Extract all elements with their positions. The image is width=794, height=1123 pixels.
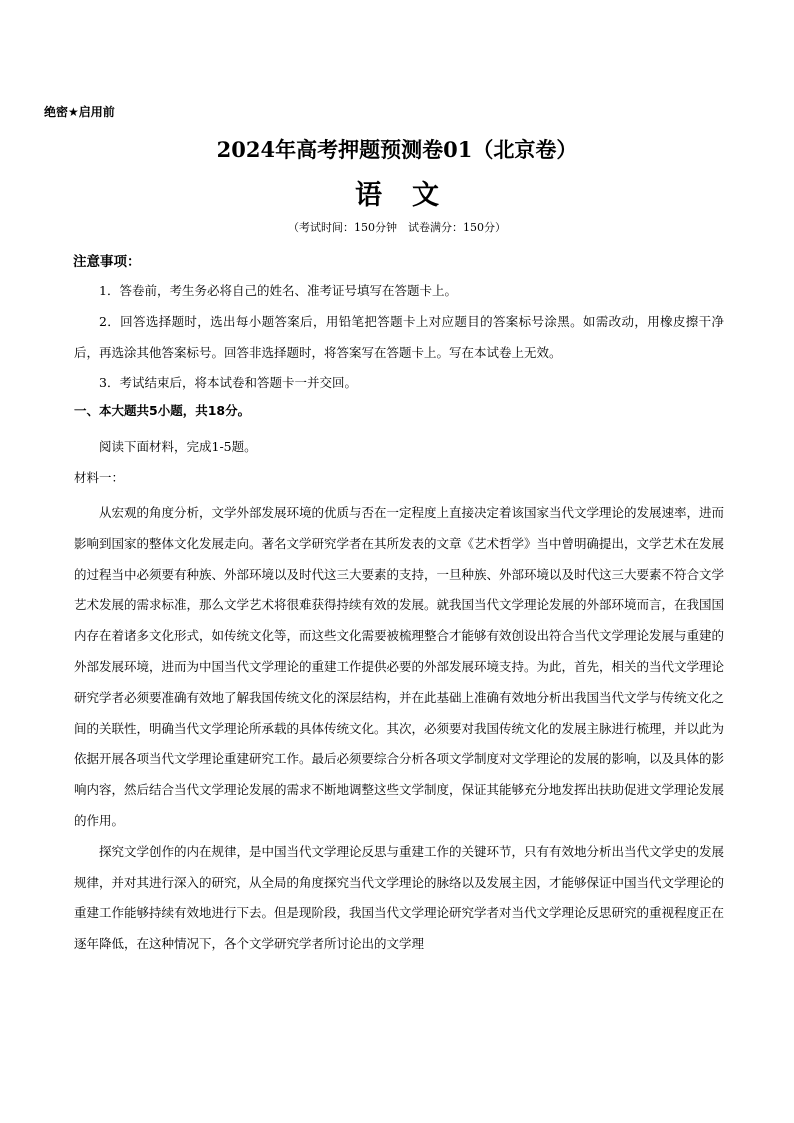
notice-list [74, 276, 724, 399]
paragraph: 探究文学创作的内在规律，是中国当代文学理论反思与重建工作的关键环节，只有有效地分析出当代文学史的发展规律，并对其进行深入的研究，从全局的角度探究当代文学理论的脉络以及发展主因，才能够保证中国当代文学理论的重建工作能够持续有效地进行下去。但是现阶段，我国当代文学理论研究学者对当代文学理论反思研究的重视程度正在逐年降低，在这种情况下，各个文学研究学者所讨论出的文学理 [74, 843, 725, 952]
subject-title: 语文 [355, 180, 469, 211]
paragraph: 从宏观的角度分析，文学外部发展环境的优质与否在一定程度上直接决定着该国家当代文学理论的发展速率，进而影响到国家的整体文化发展走向。著名文学研究学者在其所发表的文章《艺术哲学》当中曾明确提出，文学艺术在发展的过程当中必须要有种族、外部环境以及时代这三大要素的支持，一旦种族、外部环境以及时代这三大要素不符合文学艺术发展的需求标准，那么文学艺术将很难获得持续有效的发展。就我国当代文学理论发展的外部环境而言，在我国国内存在着诸多文化形式，如传统文化等，而这些文化需要被梳理整合才能够有效创设出符合当代文学理论发展与重建的外部发展环境，进而为中国当代文学理论的重建工作提供必要的外部发展环境支持。为此，首先，相关的当代文学理论研究学者必须要准确有效地了解我国传统文化的深层结构，并在此基础上准确有效地分析出我国当代文学与传统文化之间的关联性，明确当代文学理论所承载的具体传统文化。其次，必须要对我国传统文化的发展主脉进行梳理，并以此为依据开展各项当代文学理论重建研究工作。最后必须要综合分析各项文学制度对文学理论的发展的影响，以及具体的影响内容，然后结合当代文学理论发展的需求不断地调整这些文学制度，保证其能够充分地发挥出扶助促进文学理论发展的作用。 [74, 505, 725, 828]
notice-item: 3．考试结束后，将本试卷和答题卡一并交回。 [99, 375, 357, 391]
reading-instruction: 阅读下面材料，完成1-5题。 [99, 439, 257, 454]
exam-title: 2024年高考押题预测卷01（北京卷） [216, 137, 578, 162]
material-label: 材料一： [74, 470, 125, 485]
notice-heading: 注意事项： [73, 254, 141, 270]
section-heading: 一、本大题共5小题，共18分。 [74, 403, 251, 418]
notice-item: 1．答卷前，考生务必将自己的姓名、准考证号填写在答题卡上。 [99, 283, 457, 298]
confidential-label: 绝密★启用前 [44, 105, 115, 119]
material-text [74, 498, 724, 960]
notice-item: 2．回答选择题时，选出每小题答案后，用铅笔把答题卡上对应题目的答案标号涂黑。如需改动，用橡皮擦干净后，再选涂其他答案标号。回答非选择题时，将答案写在答题卡上。写在本试卷上无效。 [74, 313, 724, 360]
exam-time-score: （考试时间：150分钟 试卷满分：150分） [288, 221, 506, 234]
